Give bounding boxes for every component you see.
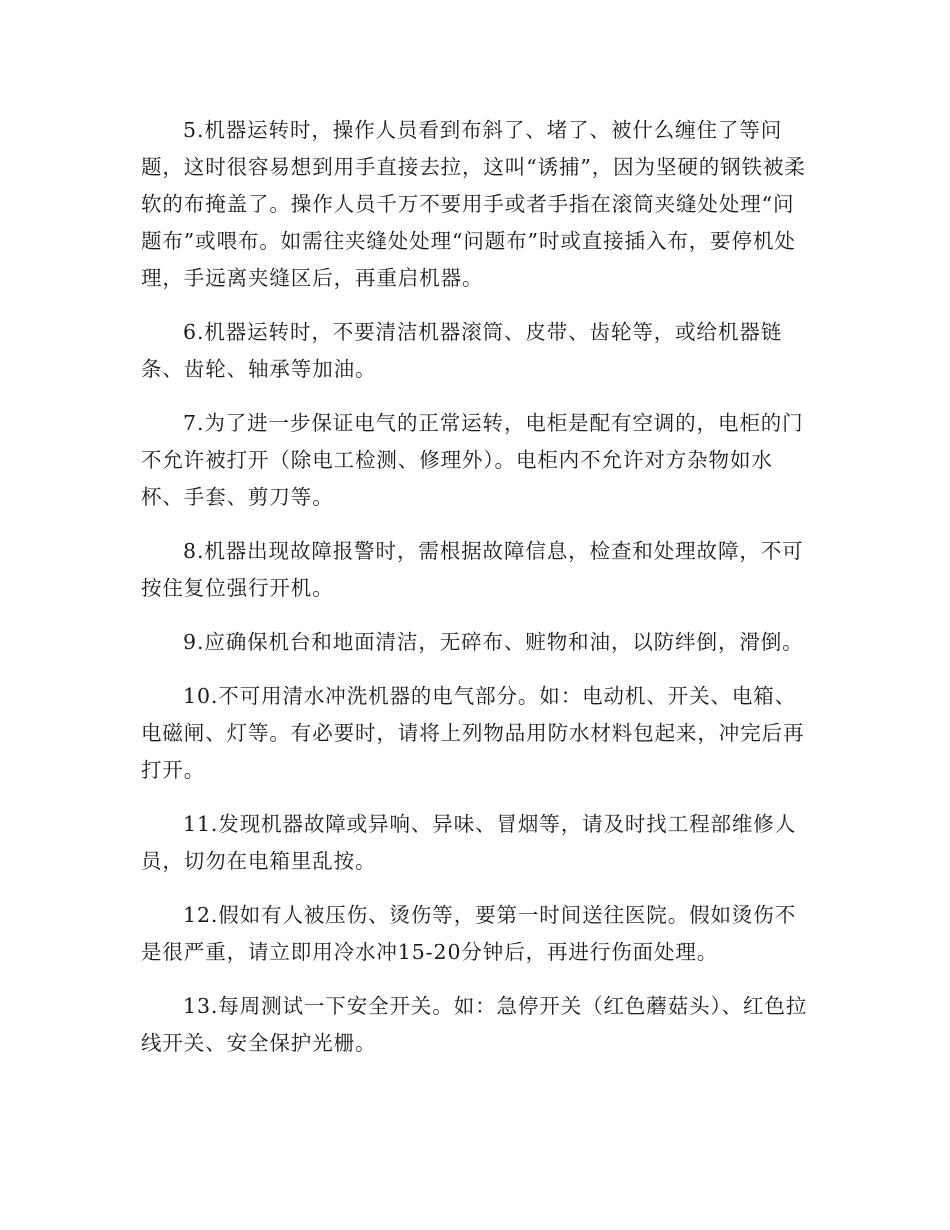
paragraph-12: 12.假如有人被压伤、烫伤等，要第一时间送往医院。假如烫伤不是很严重，请立即用冷水冲15-20分钟后，再进行伤面处理。 bbox=[141, 903, 797, 964]
paragraph-10: 10.不可用清水冲洗机器的电气部分。如：电动机、开关、电箱、电磁闸、灯等。有必要时，请将上列物品用防水材料包起来，冲完后再打开。 bbox=[141, 684, 805, 782]
paragraph-7: 7.为了进一步保证电气的正常运转，电柜是配有空调的，电柜的门不允许被打开（除电工检测、修理外）。电柜内不允许对方杂物如水杯、手套、剪刀等。 bbox=[141, 411, 804, 509]
paragraph-8: 8.机器出现故障报警时，需根据故障信息，检查和处理故障，不可按住复位强行开机。 bbox=[141, 539, 804, 600]
paragraph-9: 9.应确保机台和地面清洁，无碎布、赃物和油，以防绊倒，滑倒。 bbox=[183, 630, 804, 654]
paragraph-6: 6.机器运转时，不要清洁机器滚筒、皮带、齿轮等，或给机器链条、齿轮、轴承等加油。 bbox=[141, 320, 783, 381]
document-body bbox=[141, 112, 809, 1079]
paragraph-5: 5.机器运转时，操作人员看到布斜了、堵了、被什么缠住了等问题，这时很容易想到用手直接去拉，这叫“诱捕”，因为坚硬的钢铁被柔软的布掩盖了。操作人员千万不要用手或者手指在滚筒夹缝处处理“问题布”或喂布。如需往夹缝处处理“问题布”时或直接插入布，要停机处理，手远离夹缝区后，再重启机器。 bbox=[141, 118, 806, 290]
paragraph-11: 11.发现机器故障或异响、异味、冒烟等，请及时找工程部维修人员，切勿在电箱里乱按。 bbox=[141, 812, 797, 873]
paragraph-13: 13.每周测试一下安全开关。如：急停开关（红色蘑菇头）、红色拉线开关、安全保护光栅。 bbox=[141, 994, 808, 1055]
